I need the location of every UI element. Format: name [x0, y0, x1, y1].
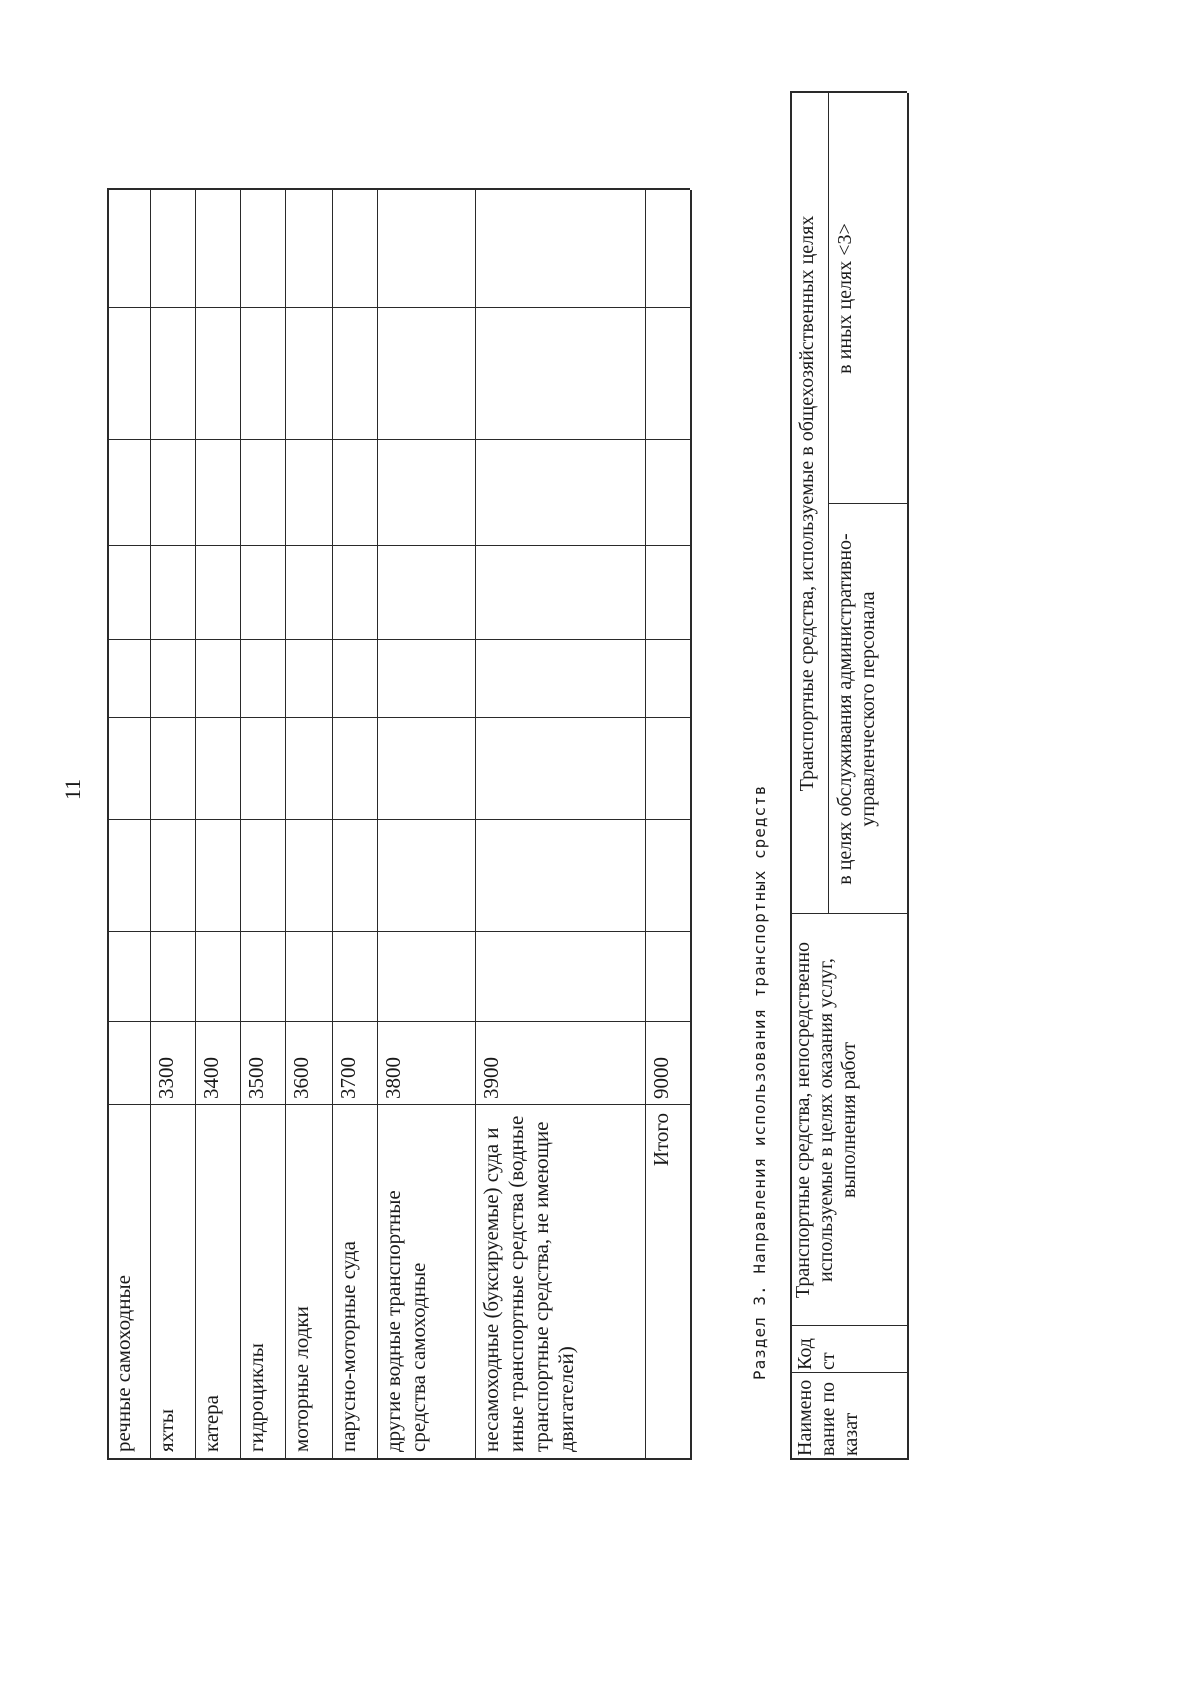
row-code: 9000	[649, 1057, 673, 1099]
row-name: парусно-моторные суда	[336, 1241, 360, 1452]
header-other: в иных целях <3>	[834, 223, 856, 374]
header-name: Наименование показат	[794, 1379, 862, 1456]
header-direct: Транспортные средства, непосредственно используемые в целях оказания услуг, выполнения работ	[792, 941, 860, 1299]
table-rule	[645, 190, 646, 1460]
table-rule	[285, 190, 286, 1460]
table-rule	[107, 545, 690, 546]
table-rule	[907, 93, 909, 1460]
row-name: гидроциклы	[244, 1343, 268, 1452]
table-rule	[107, 307, 690, 308]
table-rule	[107, 1021, 690, 1022]
table-rule	[790, 1325, 907, 1326]
table-rule	[195, 190, 196, 1460]
table-rule	[107, 190, 109, 1460]
table-rule	[107, 717, 690, 718]
table-rule	[475, 190, 476, 1460]
row-name: другие водные транспортные средства самоходные	[381, 1190, 430, 1452]
table-rule	[107, 1104, 690, 1105]
table-rule	[377, 190, 378, 1460]
table-rule	[107, 439, 690, 440]
header-admin: в целях обслуживания административно-управленческого персонала	[834, 533, 879, 885]
row-code: 3400	[199, 1057, 223, 1099]
table-rule	[332, 190, 333, 1460]
header-general: Транспортные средства, используемые в общехозяйственных целях	[796, 215, 818, 792]
row-code: 3600	[289, 1057, 313, 1099]
row-code	[111, 1026, 141, 1099]
row-name: несамоходные (буксируемые) суда и иные транспортные средства (водные транспортные средства, не имеющие двигателей)	[479, 1115, 578, 1452]
row-name: катера	[199, 1395, 223, 1452]
row-code: 3500	[244, 1057, 268, 1099]
header-code: Код ст	[794, 1338, 839, 1370]
table-rule	[790, 913, 907, 914]
table-rule	[107, 819, 690, 820]
row-name: яхты	[154, 1409, 178, 1452]
table-rule	[240, 190, 241, 1460]
table-rule	[107, 639, 690, 640]
row-code: 3700	[336, 1057, 360, 1099]
row-code: 3900	[479, 1057, 503, 1099]
table-rule	[107, 931, 690, 932]
table-rule	[150, 190, 151, 1460]
row-name: речные самоходные	[111, 1275, 135, 1452]
row-name: моторные лодки	[289, 1306, 313, 1452]
row-code: 3800	[381, 1057, 405, 1099]
table-rule	[790, 1458, 907, 1460]
table-rule	[107, 188, 690, 190]
table-rule	[690, 190, 692, 1460]
total-label: Итого	[649, 1113, 673, 1167]
section-title: Раздел 3. Направления использования транспортных средств	[750, 784, 769, 1380]
table-rule	[107, 1458, 690, 1460]
row-code: 3300	[154, 1057, 178, 1099]
table-rule	[828, 503, 907, 504]
page-number: 11	[60, 778, 85, 800]
table-rule	[790, 91, 907, 93]
table-rule	[790, 1372, 907, 1373]
